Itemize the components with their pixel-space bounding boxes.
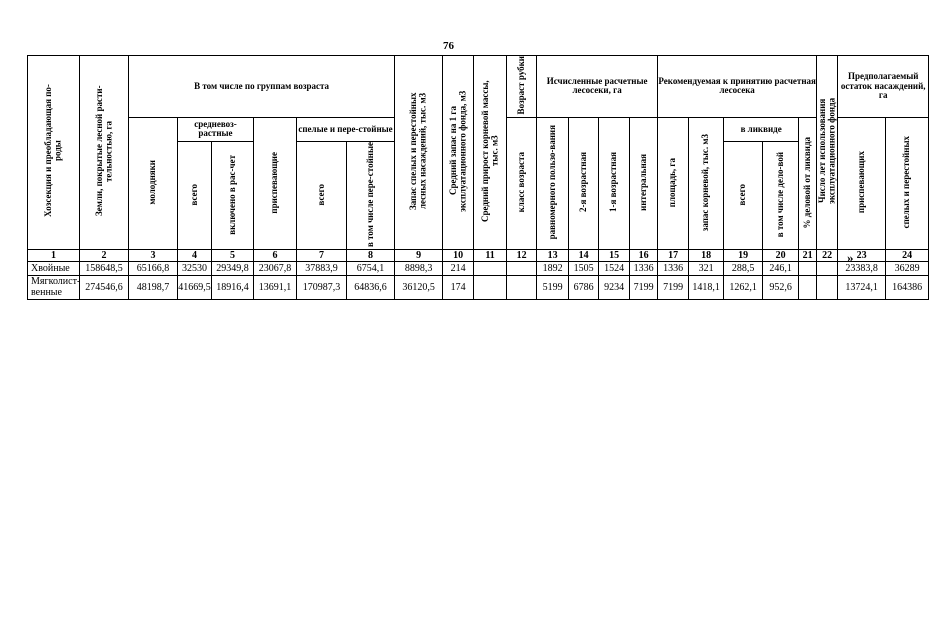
column-number: 13 — [537, 250, 569, 262]
column-number: 6 — [254, 250, 297, 262]
header-liquid-business: в том числе дело-вой — [763, 141, 799, 249]
table-cell: 1336 — [658, 262, 689, 276]
table-cell: 9234 — [599, 276, 630, 300]
table-cell — [817, 276, 838, 300]
column-number: 14 — [569, 250, 599, 262]
header-premature-remainder: приспевающих — [838, 117, 886, 249]
table-cell: 158648,5 — [80, 262, 129, 276]
table-cell — [799, 262, 817, 276]
header-first-age: 1-я возрастная — [599, 117, 630, 249]
header-years-use: Число лет использования эксплуатационного фонда — [817, 56, 838, 250]
header-premature: приспевающие — [254, 117, 297, 249]
header-ripe-remainder: спелых и перестойных — [886, 117, 929, 249]
table-cell: 1892 — [537, 262, 569, 276]
header-second-age: 2-я возрастная — [569, 117, 599, 249]
table-cell: 65166,8 — [129, 262, 178, 276]
table-cell: 48198,7 — [129, 276, 178, 300]
column-number: 8 — [347, 250, 395, 262]
table-cell: 174 — [443, 276, 474, 300]
table-cell: 1418,1 — [689, 276, 724, 300]
column-number: 18 — [689, 250, 724, 262]
header-calculated-cutting: Исчисленные расчетные лесосеки, га — [537, 56, 658, 118]
column-number: 9 — [395, 250, 443, 262]
table-cell: 18916,4 — [212, 276, 254, 300]
header-species: Хозсекция и преобладающая по-роды — [28, 56, 80, 250]
table-cell — [817, 262, 838, 276]
header-ripe-overripe: спелые и пере-стойные — [297, 117, 395, 141]
column-number: 22 — [817, 250, 838, 262]
column-number: 21 — [799, 250, 817, 262]
table-cell: 952,6 — [763, 276, 799, 300]
table-cell: 64836,6 — [347, 276, 395, 300]
column-number: 17 — [658, 250, 689, 262]
header-area: площадь, га — [658, 117, 689, 249]
column-number: 15 — [599, 250, 630, 262]
column-number: 23 — [838, 250, 886, 262]
column-number: 3 — [129, 250, 178, 262]
header-remainder: Предполагаемый остаток насаждений, га — [838, 56, 929, 118]
row-name: Мягколист-венные — [28, 276, 80, 300]
header-overripe: в том числе пере-стойные — [347, 141, 395, 249]
header-middle-aged: средневоз-растные — [178, 117, 254, 141]
header-uniform-use: равномерного пользо-вания — [537, 117, 569, 249]
table-cell — [474, 276, 507, 300]
header-ripe-stock: Запас спелых и перестойных лесных насаждений, тыс. м3 — [395, 56, 443, 250]
table-row — [28, 262, 929, 276]
column-number: 10 — [443, 250, 474, 262]
table-cell: 214 — [443, 262, 474, 276]
table-cell: 23067,8 — [254, 262, 297, 276]
forest-cutting-table — [27, 55, 929, 300]
table-cell — [507, 276, 537, 300]
column-number: 20 — [763, 250, 799, 262]
table-cell: 321 — [689, 262, 724, 276]
table-cell: 1262,1 — [724, 276, 763, 300]
header-liquid: в ликвиде — [724, 117, 799, 141]
table-cell: 1336 — [630, 262, 658, 276]
table-cell: 37883,9 — [297, 262, 347, 276]
column-number: 11 — [474, 250, 507, 262]
header-age-class: класс возраста — [507, 117, 537, 249]
table-cell: 41669,5 — [178, 276, 212, 300]
table-cell: 23383,8 — [838, 262, 886, 276]
table-cell: 6786 — [569, 276, 599, 300]
table-cell — [799, 276, 817, 300]
table-cell: 6754,1 — [347, 262, 395, 276]
header-forest-land: Земли, покрытые лесной расти-тельностью, га — [80, 56, 129, 250]
header-age-groups: В том числе по группам возраста — [129, 56, 395, 118]
table-row — [28, 276, 929, 300]
header-young: молодняки — [129, 117, 178, 249]
header-rotation-age: Возраст рубки — [507, 56, 537, 118]
table-cell: 7199 — [658, 276, 689, 300]
table-cell — [507, 262, 537, 276]
header-business-percent: % деловой от ликвида — [799, 117, 817, 249]
header-avg-growth: Средний прирост корневой массы, тыс. м3 — [474, 56, 507, 250]
column-number: 24 — [886, 250, 929, 262]
table-cell: 5199 — [537, 276, 569, 300]
continuation-mark: » — [847, 250, 854, 265]
table-cell: 1524 — [599, 262, 630, 276]
column-number: 5 — [212, 250, 254, 262]
column-number: 7 — [297, 250, 347, 262]
table-cell — [474, 262, 507, 276]
column-number: 16 — [630, 250, 658, 262]
table-cell: 36120,5 — [395, 276, 443, 300]
table-cell: 7199 — [630, 276, 658, 300]
table-cell: 29349,8 — [212, 262, 254, 276]
column-number: 2 — [80, 250, 129, 262]
table-cell: 288,5 — [724, 262, 763, 276]
table-cell: 246,1 — [763, 262, 799, 276]
row-name: Хвойные — [28, 262, 80, 276]
header-integral: интегральная — [630, 117, 658, 249]
table-cell: 13691,1 — [254, 276, 297, 300]
header-middle-included: включено в рас-чет — [212, 141, 254, 249]
table-cell: 164386 — [886, 276, 929, 300]
column-number-row — [28, 250, 929, 262]
table-cell: 13724,1 — [838, 276, 886, 300]
table-cell: 170987,3 — [297, 276, 347, 300]
table-cell: 274546,6 — [80, 276, 129, 300]
table-cell: 36289 — [886, 262, 929, 276]
header-ripe-total: всего — [297, 141, 347, 249]
header-root-stock: запас корневой, тыс. м3 — [689, 117, 724, 249]
header-middle-total: всего — [178, 141, 212, 249]
header-liquid-total: всего — [724, 141, 763, 249]
table-cell: 8898,3 — [395, 262, 443, 276]
table-cell: 1505 — [569, 262, 599, 276]
column-number: 1 — [28, 250, 80, 262]
table-cell: 32530 — [178, 262, 212, 276]
header-avg-stock: Средний запас на 1 га эксплуатационного фонда, м3 — [443, 56, 474, 250]
column-number: 4 — [178, 250, 212, 262]
header-recommended-cutting: Рекомендуемая к принятию расчетная лесосека — [658, 56, 817, 118]
column-number: 12 — [507, 250, 537, 262]
page-number: 76 — [443, 40, 454, 52]
column-number: 19 — [724, 250, 763, 262]
